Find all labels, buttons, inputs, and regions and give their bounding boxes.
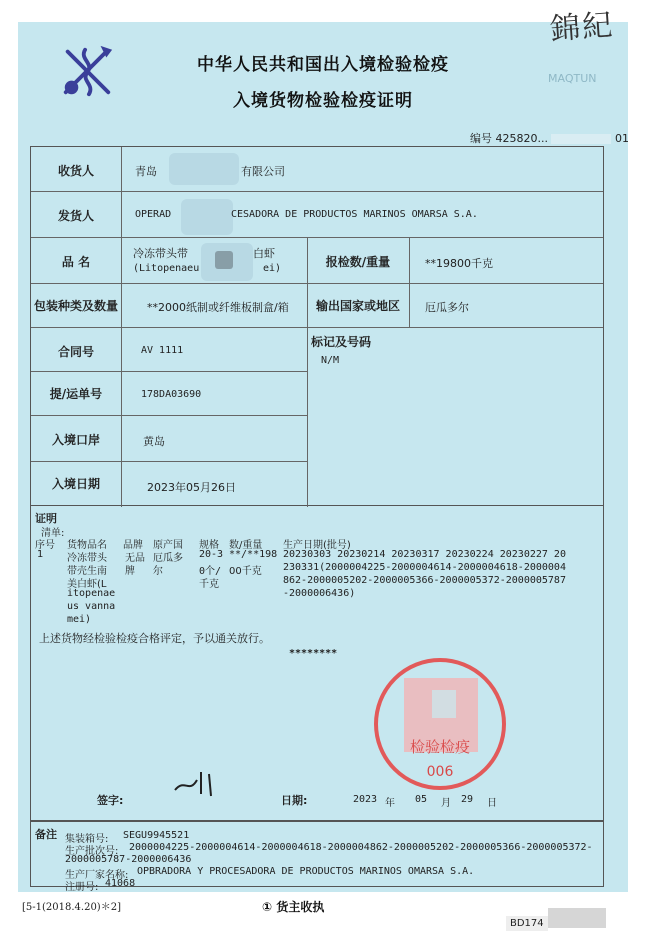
sign-date-month-unit: 月: [441, 798, 451, 809]
col-batch: 生产日期(批号): [283, 540, 351, 551]
official-seal-icon: [370, 654, 510, 794]
origin-label: 输出国家或地区: [315, 299, 400, 313]
batch-label: 生产批次号:: [65, 846, 119, 857]
row-brand-line: 牌: [125, 566, 135, 577]
col-name: 货物品名: [67, 540, 107, 551]
handwritten-note: 錦紀: [549, 7, 616, 48]
row-spec-line: 20-3: [199, 549, 224, 560]
reg-value: 41068: [105, 878, 136, 889]
product-value-line2: (Litopenaeu: [133, 263, 200, 274]
product-label: 品 名: [61, 255, 91, 269]
product-value-line2-end: ei): [263, 263, 282, 274]
row-spec-line: 千克: [199, 579, 219, 590]
col-brand: 品牌: [123, 540, 143, 551]
redacted-tag: [548, 908, 606, 928]
row-name-line: 带壳生南: [67, 566, 107, 577]
field-grid: [30, 146, 604, 506]
marks-value: N/M: [321, 355, 340, 366]
copy-label: ① 货主收执: [262, 900, 325, 914]
row-brand-line: 无品: [125, 553, 145, 564]
row-index: 1: [37, 549, 44, 560]
maker-label: 生产厂家名称:: [65, 870, 129, 881]
signature-mark: [171, 768, 231, 798]
consignee-value-prefix: 青岛: [135, 165, 157, 178]
certificate-heading: 证明: [35, 512, 57, 525]
doc-code: BD174: [506, 916, 548, 931]
product-value-line1-end: 白虾: [253, 247, 275, 260]
origin-value: 厄瓜多尔: [425, 301, 469, 314]
packing-value: **2000纸制或纤维板制盒/箱: [147, 301, 289, 314]
row-qty-line: **/**198: [229, 549, 278, 560]
sign-date-label: 日期:: [281, 794, 308, 807]
row-origin-line: 尔: [153, 566, 163, 577]
row-batch-line: 20230303 20230214 20230317 20230224 20230227 20: [283, 549, 566, 560]
row-name-line: us vanna: [67, 601, 116, 612]
col-spec: 规格: [199, 540, 219, 551]
row-spec-line: 0个/: [199, 566, 222, 577]
row-batch-line: 230331(2000004225-2000004614-2000004618-2000004: [283, 562, 566, 573]
batch-line: 2000005787-2000006436: [65, 854, 192, 865]
serial-suffix: 01: [614, 132, 629, 145]
entry-date-value: 2023年05月26日: [147, 481, 236, 494]
contract-label: 合同号: [57, 345, 94, 359]
port-label: 入境口岸: [51, 433, 100, 447]
col-qty: 数/重量: [229, 540, 263, 551]
container-value: SEGU9945521: [123, 830, 190, 841]
entry-date-label: 入境日期: [51, 477, 100, 491]
marks-label: 标记及号码: [311, 335, 372, 349]
quantity-value: **19800千克: [425, 257, 493, 270]
serial-value: 425820...: [495, 132, 548, 145]
port-value: 黄岛: [143, 435, 165, 448]
form-code: [5-1(2018.4.20)＊2]: [22, 902, 121, 913]
list-label: 清单:: [41, 528, 65, 539]
consignor-label: 发货人: [57, 209, 94, 223]
faint-watermark: MAQTUN: [548, 72, 597, 85]
row-origin-line: 厄瓜多: [153, 553, 183, 564]
sign-date-year: 2023: [353, 794, 378, 805]
sign-date-year-unit: 年: [385, 798, 395, 809]
container-label: 集装箱号:: [65, 834, 109, 845]
row-name-line: 美白虾(L: [67, 579, 107, 590]
contract-value: AV 1111: [141, 345, 184, 356]
sign-date-day-unit: 日: [487, 798, 497, 809]
bl-label: 提/运单号: [49, 387, 103, 401]
document-subtitle: 入境货物检验检疫证明: [233, 91, 413, 111]
consignee-label: 收货人: [57, 164, 94, 178]
batch-line: 2000004225-2000004614-2000004618-2000004862-2000005202-2000005366-2000005372-: [129, 842, 593, 853]
reg-label: 注册号:: [65, 882, 99, 893]
sign-label: 签字:: [97, 794, 124, 807]
consignor-value-suffix: CESADORA DE PRODUCTOS MARINOS OMARSA S.A.: [231, 209, 478, 220]
row-batch-line: -2000006436): [283, 588, 356, 599]
sign-date-month: 05: [415, 794, 428, 805]
certificate-section: [30, 506, 604, 821]
row-name-line: mei): [67, 614, 92, 625]
packing-label: 包装种类及数量: [33, 299, 118, 313]
seal-text: 检验检疫: [409, 738, 471, 756]
serial-number: [470, 130, 629, 146]
quantity-label: 报检数/重量: [325, 255, 391, 269]
conclusion-text: 上述货物经检验检疫合格评定，予以通关放行。: [39, 632, 270, 645]
row-name-line: itopenae: [67, 588, 116, 599]
document-title: 中华人民共和国出入境检验检疫: [197, 55, 449, 75]
sign-date-day: 29: [461, 794, 474, 805]
consignor-value-prefix: OPERAD: [135, 209, 172, 220]
row-name-line: 冷冻带头: [67, 553, 107, 564]
stars: ********: [289, 648, 338, 659]
col-index: 序号: [35, 540, 55, 551]
seal-number: 006: [426, 764, 454, 780]
row-batch-line: 862-2000005202-2000005366-2000005372-2000005787: [283, 575, 566, 586]
col-origin: 原产国: [153, 540, 183, 551]
product-value-line1: 冷冻带头带: [133, 247, 188, 260]
notes-section: [30, 821, 604, 893]
notes-label: 备注: [35, 828, 57, 841]
row-qty-line: 00千克: [229, 566, 262, 577]
consignee-value-suffix: 有限公司: [241, 165, 285, 178]
bl-value: 178DA03690: [141, 389, 202, 400]
maker-value: OPBRADORA Y PROCESADORA DE PRODUCTOS MARINOS OMARSA S.A.: [137, 866, 475, 877]
serial-label: 编号: [470, 132, 492, 145]
